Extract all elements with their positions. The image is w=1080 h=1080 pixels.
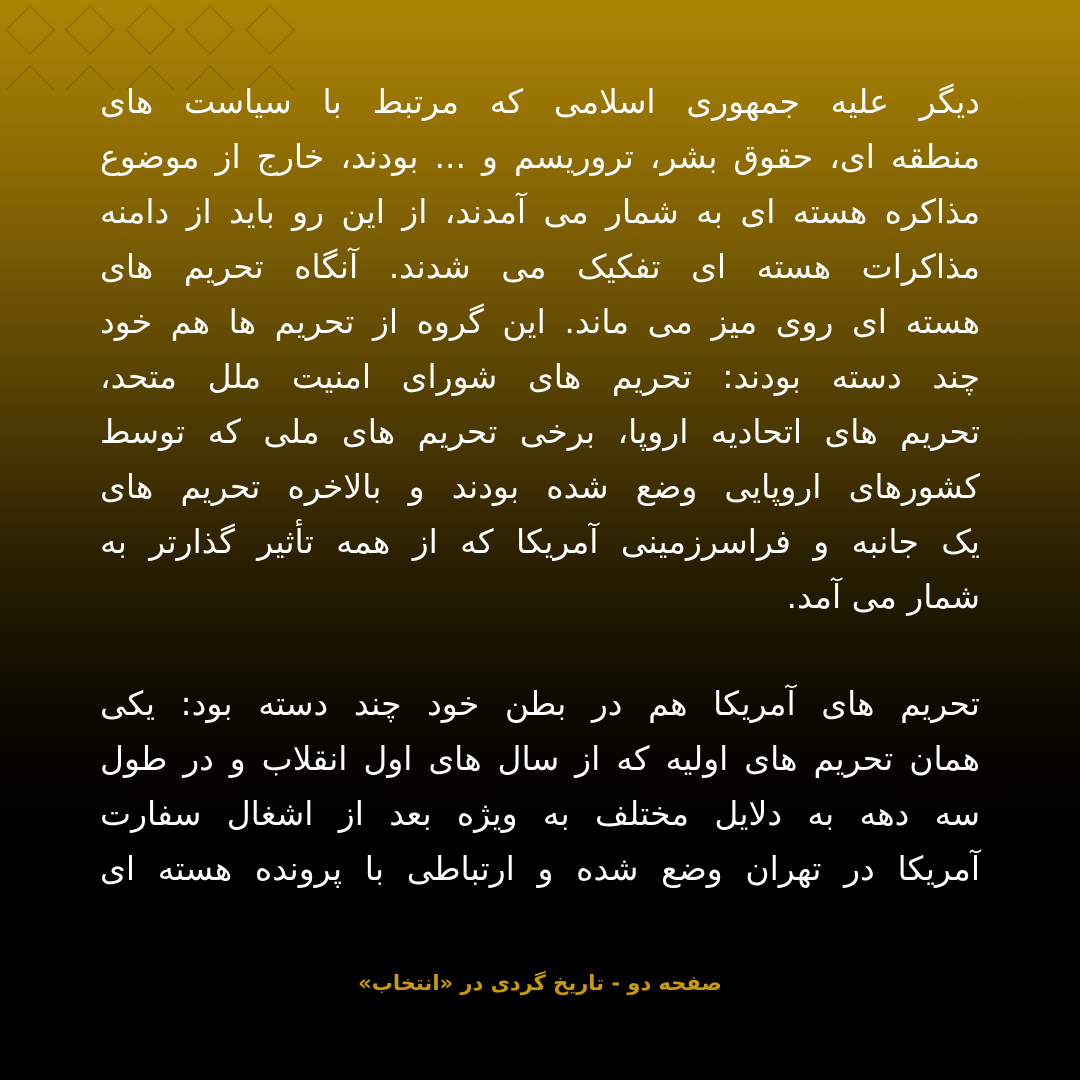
article-paragraph-2 — [100, 676, 980, 896]
paragraph-line: مذاکره هسته ای به شمار می آمدند، از این رو باید از دامنه — [100, 192, 980, 231]
paragraph-line: چند دسته بودند: تحریم های شورای امنیت ملل متحد، — [100, 357, 980, 396]
footer-caption: صفحه دو - تاریخ گردی در «انتخاب» — [358, 971, 722, 995]
paragraph-line: سه دهه به دلایل مختلف به ویژه بعد از اشغال سفارت — [100, 794, 980, 833]
paragraph-line: دیگر علیه جمهوری اسلامی که مرتبط با سیاست های — [100, 82, 980, 121]
paragraph-line: تحریم های اتحادیه اروپا، برخی تحریم های ملی که توسط — [100, 412, 980, 451]
paragraph-line: مذاکرات هسته ای تفکیک می شدند. آنگاه تحریم های — [100, 247, 980, 286]
paragraph-line: کشورهای اروپایی وضع شده بودند و بالاخره تحریم های — [100, 467, 980, 506]
paragraph-line: یک جانبه و فراسرزمینی آمریکا که از همه تأثیر گذارتر به — [100, 522, 980, 561]
paragraph-line: آمریکا در تهران وضع شده و ارتباطی با پرونده هسته ای — [100, 849, 980, 888]
paragraph-line: هسته ای روی میز می ماند. این گروه از تحریم ها هم خود — [100, 302, 980, 341]
paragraph-line: شمار می آمد. — [786, 577, 980, 616]
paragraph-line: تحریم های آمریکا هم در بطن خود چند دسته بود: یکی — [100, 684, 980, 723]
paragraph-line: همان تحریم های اولیه که از سال های اول انقلاب و در طول — [100, 739, 980, 778]
article-paragraph-1 — [100, 74, 980, 624]
paragraph-line: منطقه ای، حقوق بشر، تروریسم و ... بودند، خارج از موضوع — [100, 137, 980, 176]
